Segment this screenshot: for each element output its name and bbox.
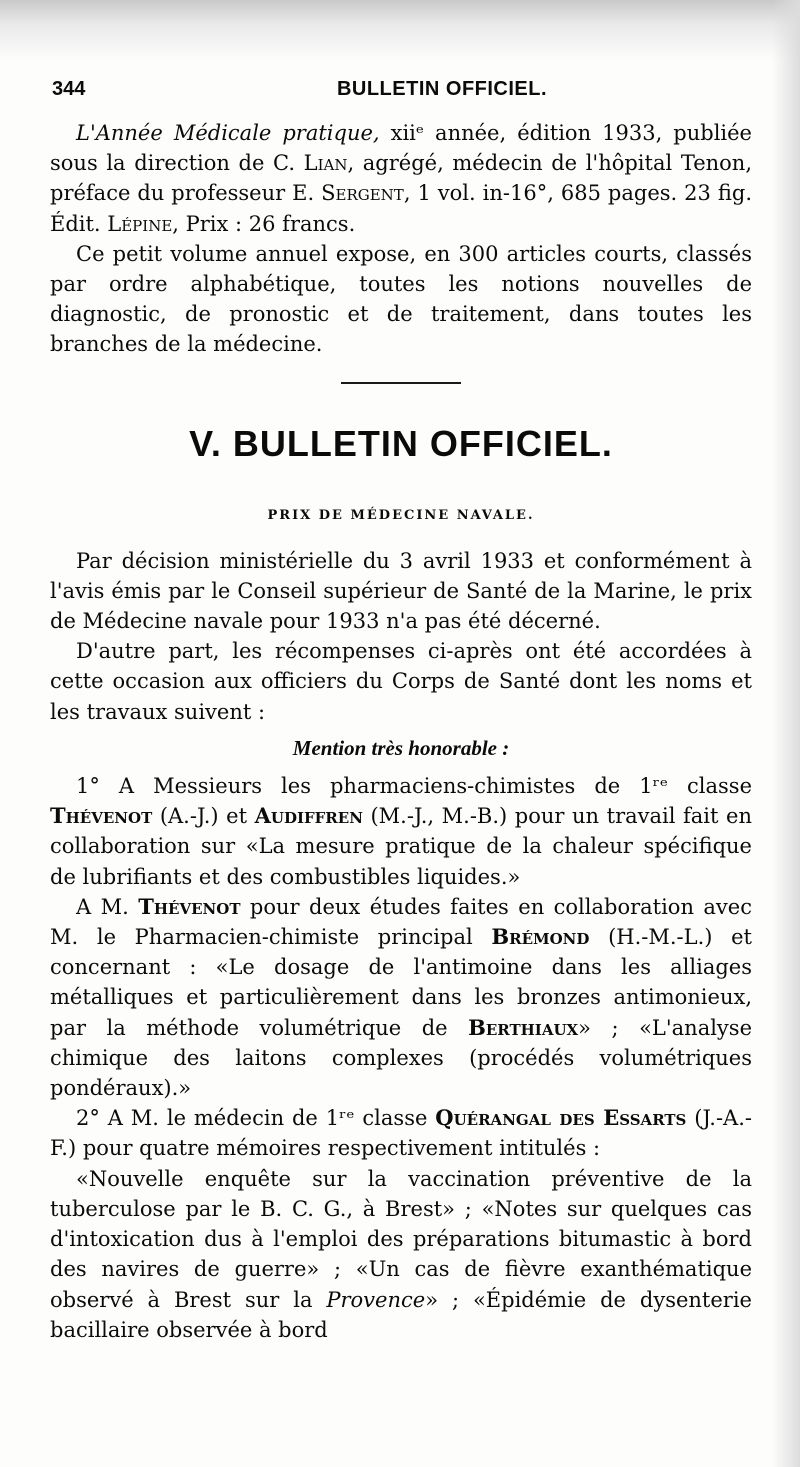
- recipient-name: Thévenot: [50, 803, 153, 829]
- section-title: V. BULLETIN OFFICIEL.: [189, 422, 613, 464]
- award-item-1: 1° A Messieurs les pharmaciens-chimistes de 1ʳᵉ classe Thévenot (A.-J.) et Audiffren (M.-J., M.-B.) pour un travail fait en collaboration sur «La mesure pratique de la chaleur spécifique de lubrifiants et des combustibles liquides.»: [50, 774, 752, 889]
- page-body: [50, 118, 752, 1345]
- collaborator-name: Brémond: [491, 924, 590, 950]
- award-item-2: 2° A M. le médecin de 1ʳᵉ classe Quérangal des Essarts (J.-A.-F.) pour quatre mémoires respectivement intitulés :: [50, 1105, 752, 1161]
- running-title: BULLETIN OFFICIEL.: [336, 78, 548, 100]
- review-paragraph: L'Année Médicale pratique, xiiᵉ année, édition 1933, publiée sous la direction de C. Lian, agrégé, médecin de l'hôpital Tenon, préface du professeur E. Sergent, 1 vol. in-16°, 685 pages. 23 fig. Édit. Lépine, Prix : 26 francs.: [50, 121, 752, 236]
- page-shadow-top: [0, 0, 800, 60]
- preface-author: Sergent: [321, 181, 404, 206]
- publisher-name: Lépine: [107, 211, 173, 236]
- author-name: Lian: [303, 151, 348, 176]
- page-shadow-right: [772, 0, 800, 1467]
- decision-paragraph: Par décision ministérielle du 3 avril 1933 et conformément à l'avis émis par le Conseil supérieur de Santé de la Marine, le prix de Médecine navale pour 1933 n'a pas été décerné.: [50, 548, 752, 634]
- review-summary: Ce petit volume annuel expose, en 300 articles courts, classés par ordre alphabétique, toutes les notions nouvelles de diagnostic, de pronostic et de traitement, dans toutes les branches de la médecine.: [50, 241, 752, 357]
- recipient-name: Audiffren: [254, 803, 363, 829]
- prize-heading: PRIX DE MÉDECINE NAVALE.: [267, 507, 535, 523]
- award-item-2-titles: «Nouvelle enquête sur la vaccination préventive de la tuberculose par le B. C. G., à Brest» ; «Notes sur quelques cas d'intoxication dus à l'emploi des préparations bitumastic à bord des navires de guerre» ; «Un cas de fièvre exanthématique observé à Brest sur la Provence» ; «Épidémie de dysenterie bacillaire observée à bord: [50, 1166, 752, 1342]
- award-item-1b: A M. Thévenot pour deux études faites en collaboration avec M. le Pharmacien-chimiste principal Brémond (H.-M.-L.) et concernant : «Le dosage de l'antimoine dans les alliages métalliques et particulièrement dans les bronzes antimonieux, par la méthode volumétrique de Berthiaux» ; «L'analyse chimique des laitons complexes (procédés volumétriques pondéraux).»: [50, 893, 752, 1101]
- award-list: [50, 771, 752, 1345]
- ship-name: Provence: [326, 1287, 426, 1312]
- recipient-name: Thévenot: [138, 893, 241, 919]
- recipient-name: Quérangal des Essarts: [435, 1105, 687, 1131]
- page-header: [52, 78, 752, 108]
- section-divider: [341, 382, 461, 384]
- method-author-name: Berthiaux: [468, 1014, 579, 1040]
- page-number: 344: [52, 78, 86, 100]
- awards-intro: D'autre part, les récompenses ci-après ont été accordées à cette occasion aux officiers du Corps de Santé dont les noms et les travaux suivent :: [50, 639, 752, 724]
- book-title: L'Année Médicale pratique,: [76, 121, 380, 145]
- mention-heading: Mention très honorable :: [292, 735, 510, 760]
